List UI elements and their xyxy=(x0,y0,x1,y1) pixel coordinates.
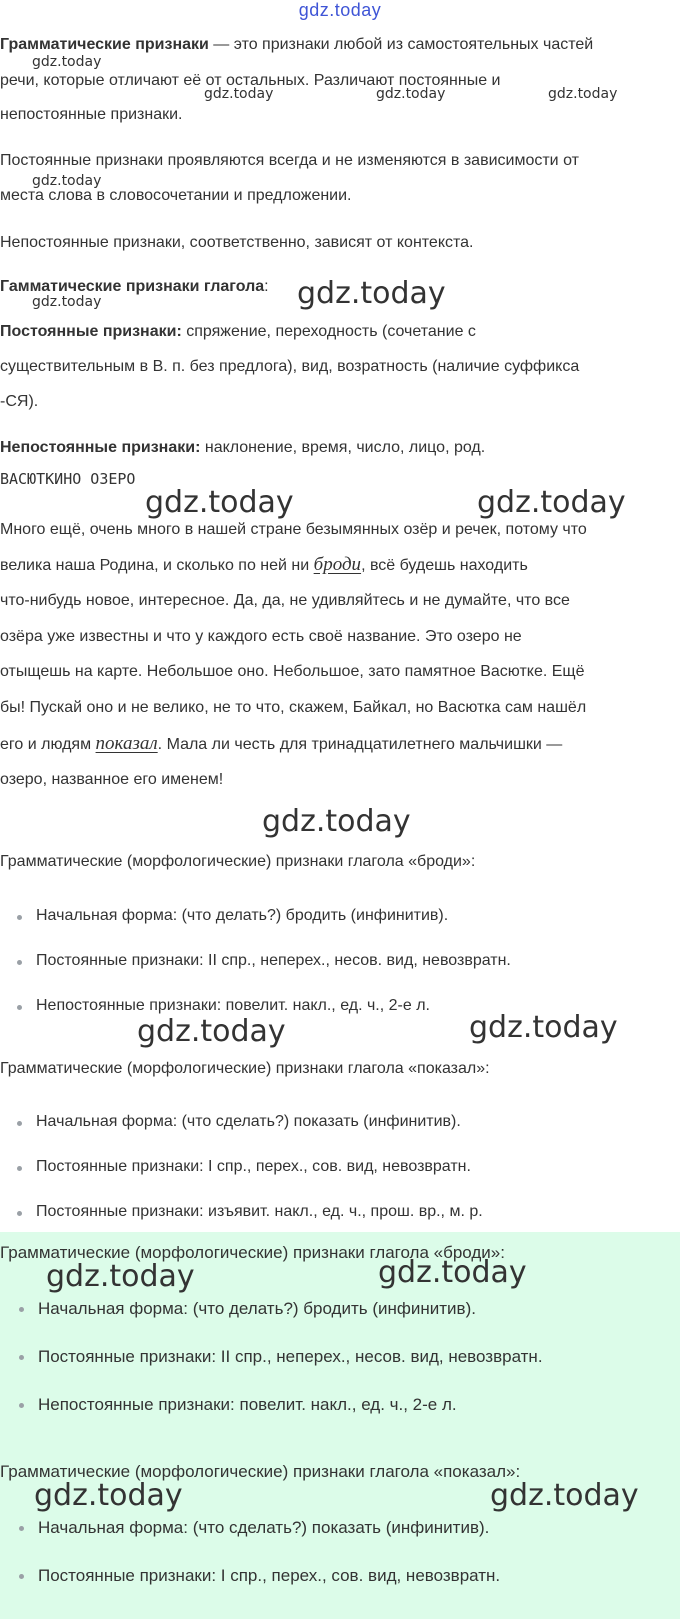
list-item: Постоянные признаки: изъявит. накл., ед. ч., прош. вр., м. р. xyxy=(0,1194,680,1239)
watermark: gdz.today xyxy=(376,86,446,102)
answer-pokazal-heading: Грамматические (морфологические) признаки глагола «показал»: xyxy=(0,1462,521,1481)
constant-features-line-3: -СЯ). xyxy=(0,393,39,410)
story-line-7 xyxy=(0,726,680,763)
variable-desc: Непостоянные признаки, соответственно, зависят от контекста. xyxy=(0,234,474,251)
list-item: Начальная форма: (что делать?) бродить (инфинитив). xyxy=(0,898,680,943)
watermark: gdz.today xyxy=(204,86,274,102)
list-item: Постоянные признаки: II спр., неперех., несов. вид, невозвратн. xyxy=(0,943,680,988)
watermark: gdz.today xyxy=(32,173,102,189)
intro-line-1 xyxy=(0,27,680,63)
answer-pokazal-list xyxy=(0,1514,680,1610)
intro-line-2: речи, которые отличают её от остальных. Различают постоянные и xyxy=(0,72,501,89)
heading-colon: : xyxy=(264,278,269,295)
constant-features-line-2: существительным в В. п. без предлога), вид, возратность (наличие суффикса xyxy=(0,358,580,375)
variable-bold: Непостоянные признаки: xyxy=(0,439,201,456)
answer-brodi-list xyxy=(0,1295,680,1439)
story-line-6: бы! Пускай оно и не велико, не то что, скажем, Байкал, но Васютка сам нашёл xyxy=(0,699,587,716)
watermark: gdz.today xyxy=(145,485,294,520)
constant-text: спряжение, переходность (сочетание с xyxy=(181,323,476,340)
watermark: gdz.today xyxy=(469,1010,618,1045)
story-line-2 xyxy=(0,547,680,584)
story-line-5: отыщешь на карте. Небольшое оно. Небольшое, зато памятное Васютке. Ещё xyxy=(0,663,585,680)
story-text: , всё будешь находить xyxy=(361,557,528,574)
watermark: gdz.today xyxy=(297,276,446,311)
list-item: Непостоянные признаки: повелит. накл., ед. ч., 2-е л. xyxy=(0,988,680,1033)
variable-text: наклонение, время, число, лицо, род. xyxy=(200,439,486,456)
heading-bold: Гамматические признаки глагола xyxy=(0,278,265,295)
intro-line-3: непостоянные признаки. xyxy=(0,106,183,123)
constant-desc-line-2: места слова в словосочетании и предложении. xyxy=(0,187,352,204)
constant-features-line-1 xyxy=(0,314,680,350)
watermark: gdz.today xyxy=(477,485,626,520)
story-text: . Мала ли честь для тринадцатилетнего мальчишки — xyxy=(157,736,563,753)
list-item: Начальная форма: (что сделать?) показать (инфинитив). xyxy=(0,1104,680,1149)
watermark: gdz.today xyxy=(32,54,102,70)
term-bold: Грамматические признаки xyxy=(0,36,209,53)
story-line-1: Много ещё, очень много в нашей стране безымянных озёр и речек, потому что xyxy=(0,521,587,538)
story-line-8: озеро, названное его именем! xyxy=(0,771,224,788)
watermark: gdz.today xyxy=(46,1259,195,1294)
story-line-4: озёра уже известны и что у каждого есть своё название. Это озеро не xyxy=(0,628,522,645)
list-item: Начальная форма: (что делать?) бродить (инфинитив). xyxy=(0,1295,680,1343)
highlight-word-brodi: броди xyxy=(313,554,362,575)
constant-desc-line-1: Постоянные признаки проявляются всегда и не изменяются в зависимости от xyxy=(0,152,579,169)
story-text: его и людям xyxy=(0,736,96,753)
variable-features xyxy=(0,430,680,466)
watermark: gdz.today xyxy=(137,1014,286,1049)
story-title: ВАСЮТКИНО ОЗЕРО xyxy=(0,470,136,488)
intro-text: — это признаки любой из самостоятельных частей xyxy=(208,36,594,53)
watermark: gdz.today xyxy=(548,86,618,102)
watermark: gdz.today xyxy=(32,294,102,310)
story-line-3: что-нибудь новое, интересное. Да, да, не удивляйтесь и не думайте, что все xyxy=(0,592,570,609)
highlight-word-pokazal: показал xyxy=(95,733,158,754)
analysis-pokazal-list xyxy=(0,1104,680,1239)
watermark: gdz.today xyxy=(262,804,411,839)
watermark: gdz.today xyxy=(34,1478,183,1513)
list-item: Начальная форма: (что сделать?) показать (инфинитив). xyxy=(0,1514,680,1562)
list-item: Постоянные признаки: I спр., перех., сов. вид, невозвратн. xyxy=(0,1562,680,1610)
constant-bold: Постоянные признаки: xyxy=(0,323,182,340)
list-item: Постоянные признаки: II спр., неперех., несов. вид, невозвратн. xyxy=(0,1343,680,1391)
list-item: Постоянные признаки: I спр., перех., сов. вид, невозвратн. xyxy=(0,1149,680,1194)
analysis-pokazal-heading: Грамматические (морфологические) признаки глагола «показал»: xyxy=(0,1060,490,1077)
watermark: gdz.today xyxy=(378,1255,527,1290)
watermark: gdz.today xyxy=(490,1478,639,1513)
analysis-brodi-heading: Грамматические (морфологические) признаки глагола «броди»: xyxy=(0,853,476,870)
story-text: велика наша Родина, и сколько по ней ни xyxy=(0,557,314,574)
answer-brodi-heading: Грамматические (морфологические) признаки глагола «броди»: xyxy=(0,1243,505,1262)
site-logo[interactable]: gdz.today xyxy=(298,0,382,20)
list-item: Непостоянные признаки: повелит. накл., ед. ч., 2-е л. xyxy=(0,1391,680,1439)
